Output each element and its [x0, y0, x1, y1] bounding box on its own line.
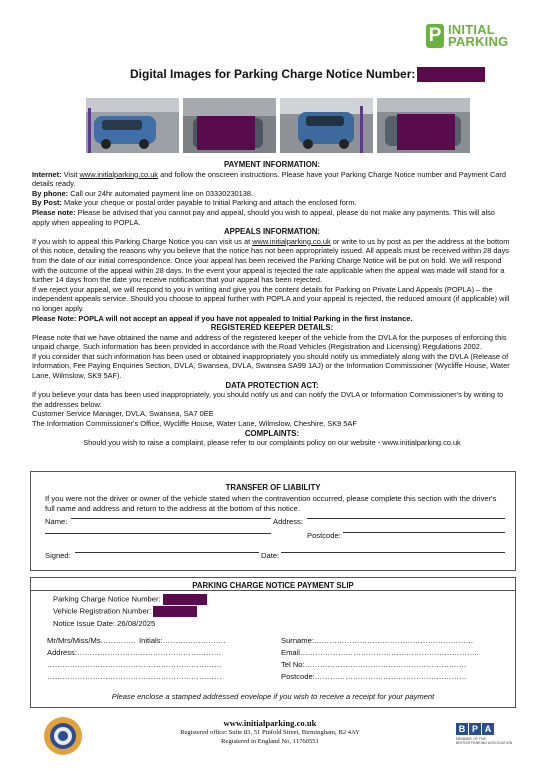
payment-title: PAYMENT INFORMATION: [223, 160, 320, 169]
signed-label: Signed: [45, 551, 71, 560]
transfer-instructions: If you were not the driver or owner of the vehicle stated when the contravention occurred, please complete this section with the driver's full name and address and return to the address at the bottom of this notice. [45, 494, 497, 513]
postcode-label: Postcode: [307, 531, 341, 540]
receipt-note: Please enclose a stamped addressed envelope if you wish to receive a receipt for your payment [111, 692, 435, 701]
issue-date-row [53, 619, 155, 628]
payment-internet: Internet: Visit www.initialparking.co.uk and follow the onscreen instructions. Please have your Parking Charge Notice number and Payment Card details ready. [32, 169, 506, 189]
slip-address-line-3[interactable]: …………………………………………………………… [47, 672, 222, 681]
transfer-title: TRANSFER OF LIABILITY [225, 483, 321, 492]
logo-line2: PARKING [448, 34, 509, 49]
complaints-text: Should you wish to raise a complaint, please refer to our complaints policy on our website - www.initialparking.co.uk [83, 438, 461, 448]
title-field[interactable]: Mr/Mrs/Miss/Ms………….. [47, 636, 136, 645]
footer-contact [150, 718, 390, 746]
redacted-vrn [153, 606, 197, 617]
footer [0, 716, 541, 766]
evidence-photo-1 [86, 98, 179, 153]
initial-parking-logo [426, 24, 516, 52]
complaints-title: COMPLAINTS: [244, 428, 300, 438]
payment-slip-title: PARKING CHARGE NOTICE PAYMENT SLIP [192, 581, 354, 590]
appeals-paragraph-2: If we reject your appeal, we will respond to you in writing and give you the content details for Parking on Private Land Appeals (POPLA) – the independent appeals service. Should you choose to appeal further with POPLA and your appeal is rejected, the reduced amount (if applicable) will no longer apply. [32, 284, 510, 313]
telephone-field[interactable]: Tel No:………………………………………………………. [281, 660, 467, 669]
initials-field[interactable]: Initials:……………………. [139, 636, 226, 645]
keeper-title: REGISTERED KEEPER DETAILS: [210, 323, 334, 333]
name-field[interactable] [71, 518, 271, 519]
appeals-website-link[interactable]: www.initialparking.co.uk [252, 236, 331, 246]
evidence-photos [86, 98, 470, 153]
redacted-plate-photo-2 [197, 116, 255, 150]
keeper-paragraph-1: Please note that we have obtained the name and address of the registered keeper of the vehicle from the DVLA for the purposes of enforcing this unpaid charge. Such information has been provided in accordance with the Road Vehicles (Registration and Licensing) Regulations 2002. [32, 332, 507, 352]
logo-wordmark [448, 24, 508, 48]
slip-postcode-field[interactable]: Postcode:…………………………………………………… [281, 672, 467, 681]
address-line-left[interactable] [45, 533, 271, 534]
address-label: Address: [273, 517, 303, 526]
name-label: Name: [45, 517, 68, 526]
issue-date-label: Notice Issue Date: [53, 619, 116, 628]
approved-operator-badge [43, 716, 83, 756]
logo-line1: INITIAL [448, 22, 495, 37]
signed-field[interactable] [75, 552, 259, 553]
evidence-photo-4 [377, 98, 470, 153]
ico-address: The Information Commissioner's Office, Wycliffe House, Water Lane, Wilmslow, Cheshire, SK9 5AF [32, 419, 357, 429]
appeals-paragraph-1: If you wish to appeal this Parking Charge Notice you can visit us at www.initialparking.co.uk or write to us by post as per the address at the bottom of this notice, detailing the reasons why you believe that the notice has not been appropriately issued. All appeals must be received within 28 days from the date of our initial correspondence. Once your appeal has been received the Parking Charge Notice will be put on hold. We will respond with the outcome of the appeal within 28 days. In the event your appeal is rejected the rate applicable when the appeal was made will stand for a further 14 days from the date you receive notification that your appeal has been rejected. [32, 236, 510, 285]
vrn-row [53, 606, 197, 617]
payment-phone: By phone: Call our 24hr automated payment line on 03330230138. [32, 188, 254, 198]
data-protection-paragraph: If you believe your data has been used inappropriately, you should notify us and can notify the DVLA or Information Commissioner's by writing to the addresses below: [32, 390, 504, 409]
payment-post: By Post: Make your cheque or postal order payable to Initial Parking and attach the enclosed form. [32, 198, 357, 208]
footer-registration: Registered in England No, 11760551 [221, 738, 319, 745]
slip-address-line-2[interactable]: …………………………………………………………… [47, 660, 222, 669]
redacted-pcn-number-slip [163, 594, 207, 605]
bpa-letter-a: A [482, 723, 494, 735]
pcn-number-row [53, 594, 207, 605]
page-title [130, 67, 485, 82]
website-link[interactable]: www.initialparking.co.uk [79, 169, 159, 179]
issue-date-value: 26/08/2025 [117, 619, 156, 628]
payment-note: Please note: Please be advised that you cannot pay and appeal, should you wish to appeal, please do not make any payments. This will also apply when appealing to POPLA. [32, 207, 495, 227]
date-label: Date: [261, 551, 280, 560]
email-field[interactable]: Email…………………………………………………………….. [281, 648, 479, 657]
logo-p-mark: P [426, 24, 444, 48]
surname-field[interactable]: Surname:……………………………………………………… [281, 636, 474, 645]
footer-website[interactable]: www.initialparking.co.uk [223, 718, 317, 728]
payment-slip-divider [31, 590, 515, 591]
postcode-field[interactable] [343, 532, 505, 533]
bpa-letter-b: B [456, 723, 468, 735]
bpa-logo [456, 723, 516, 753]
data-protection-title: DATA PROTECTION ACT: [225, 380, 319, 390]
appeals-note: Please Note: POPLA will not accept an appeal if you have not appealed to Initial Parking in the first instance. [32, 313, 413, 323]
keeper-paragraph-2: If you consider that such information has been used or obtained inappropriately you should notify us immediately along with the DVLA (Release of Information, Fee Paying Enquiries Section, DVLA, Swansea, DVLA, Swansea SA99 1AJ) or the Information Commissioner (Wycliffe House, Water Lane, Wilmslow, SK9 5AF). [32, 351, 510, 381]
footer-office: Registered office: Suite 83, 51 Pinfold Street, Birmingham, B2 4AY [180, 729, 360, 736]
date-field[interactable] [281, 552, 505, 553]
pcn-number-label: Parking Charge Notice Number: [53, 594, 161, 604]
payment-slip [30, 577, 516, 708]
appeals-title: APPEALS INFORMATION: [223, 227, 320, 237]
address-field[interactable] [307, 518, 505, 519]
vrn-label: Vehicle Registration Number: [53, 606, 152, 616]
slip-address-field[interactable]: Address:………………………………………………… [47, 648, 222, 657]
dvla-address: Customer Service Manager, DVLA, Swansea, SA7 0EE [32, 409, 214, 419]
page-title-text: Digital Images for Parking Charge Notice Number: [130, 67, 416, 81]
notice-information [32, 160, 512, 448]
redacted-plate-photo-4 [397, 114, 455, 150]
transfer-of-liability-form [30, 471, 516, 571]
redacted-pcn-number [417, 67, 485, 82]
bpa-subtitle: MEMBER OF THE BRITISH PARKING ASSOCIATION [456, 737, 513, 746]
evidence-photo-3 [280, 98, 373, 153]
evidence-photo-2 [183, 98, 276, 153]
bpa-letter-p: P [469, 723, 481, 735]
